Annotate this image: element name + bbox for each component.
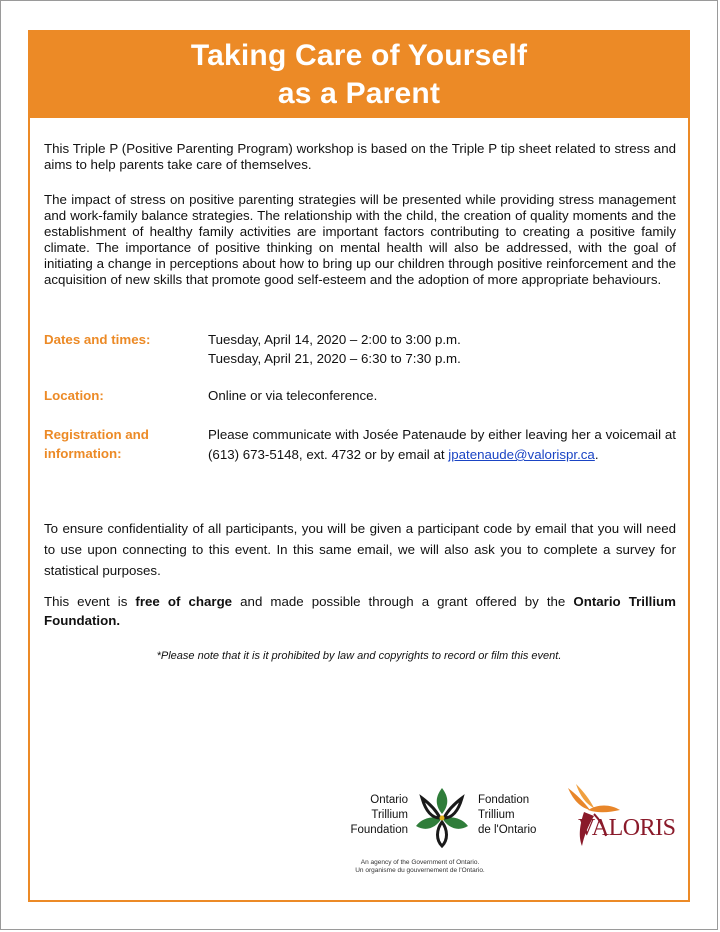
otf-fr-line-3: de l'Ontario xyxy=(478,824,537,836)
registration-label xyxy=(44,425,149,463)
funding-text-mid: and made possible through a grant offered by the xyxy=(232,594,574,609)
dates-value xyxy=(208,330,676,368)
dates-label: Dates and times: xyxy=(44,332,151,347)
free-of-charge: free of charge xyxy=(135,594,233,609)
title-line-2: as a Parent xyxy=(277,77,441,110)
registration-label-line-1: Registration and xyxy=(44,427,149,442)
intro-paragraph-1: This Triple P (Positive Parenting Program) workshop is based on the Triple P tip sheet related to stress and aims to help parents take care of themselves. xyxy=(44,141,676,172)
registration-value xyxy=(208,425,676,465)
otf-fr-line-2: Trillium xyxy=(478,809,515,821)
recording-note: *Please note that it is it prohibited by law and copyrights to record or film this event. xyxy=(156,650,562,662)
registration-end: . xyxy=(594,447,599,462)
otf-en-line-2: Trillium xyxy=(371,809,408,821)
gov-agency-english: An agency of the Government of Ontario. xyxy=(360,859,480,866)
intro-paragraph-2: The impact of stress on positive parenting strategies will be presented while providing stress management and work-family balance strategies. The relationship with the child, the creation of quality moments and the establishment of healthy family activities are important factors contributing to creating a positive family climate. The importance of positive thinking on mental health will also be addressed, with the goal of initiating a change in perceptions about how to bring up our children through positive reinforcement and the acquisition of new skills that promote good self-esteem and the adoption of more appropriate behaviours. xyxy=(44,192,676,287)
date-1: Tuesday, April 14, 2020 – 2:00 to 3:00 p.m. xyxy=(208,332,461,347)
location-label: Location: xyxy=(44,388,104,403)
gov-agency-french: Un organisme du gouvernement de l'Ontario. xyxy=(355,867,485,874)
registration-email-link[interactable]: jpatenaude@valorispr.ca xyxy=(448,447,595,462)
registration-label-line-2: information: xyxy=(44,446,122,461)
confidentiality-paragraph: To ensure confidentiality of all participants, you will be given a participant code by email that you will need to use upon connecting to this event. In this same email, we will also ask you to complete a survey for statistical purposes. xyxy=(44,521,676,578)
otf-en-line-1: Ontario xyxy=(370,794,408,806)
valoris-wordmark: VALORIS xyxy=(578,815,676,841)
funding-text-start: This event is xyxy=(44,594,136,609)
ontario-trillium-foundation: Ontario Trillium Foundation. xyxy=(44,594,676,628)
title-banner xyxy=(30,32,688,118)
date-2: Tuesday, April 21, 2020 – 6:30 to 7:30 p.m. xyxy=(208,351,461,366)
otf-en-line-3: Foundation xyxy=(350,824,408,836)
flyer xyxy=(28,30,690,902)
otf-name-english xyxy=(340,793,408,838)
funding-paragraph xyxy=(44,592,676,630)
title-line-1: Taking Care of Yourself xyxy=(190,39,528,72)
registration-text: Please communicate with Josée Patenaude by either leaving her a voicemail at (613) 673-5148, ext. 4732 or by email at xyxy=(208,427,676,462)
location-value: Online or via teleconference. xyxy=(208,388,378,403)
trillium-flower-icon xyxy=(412,784,472,850)
otf-fr-line-1: Fondation xyxy=(478,794,530,806)
